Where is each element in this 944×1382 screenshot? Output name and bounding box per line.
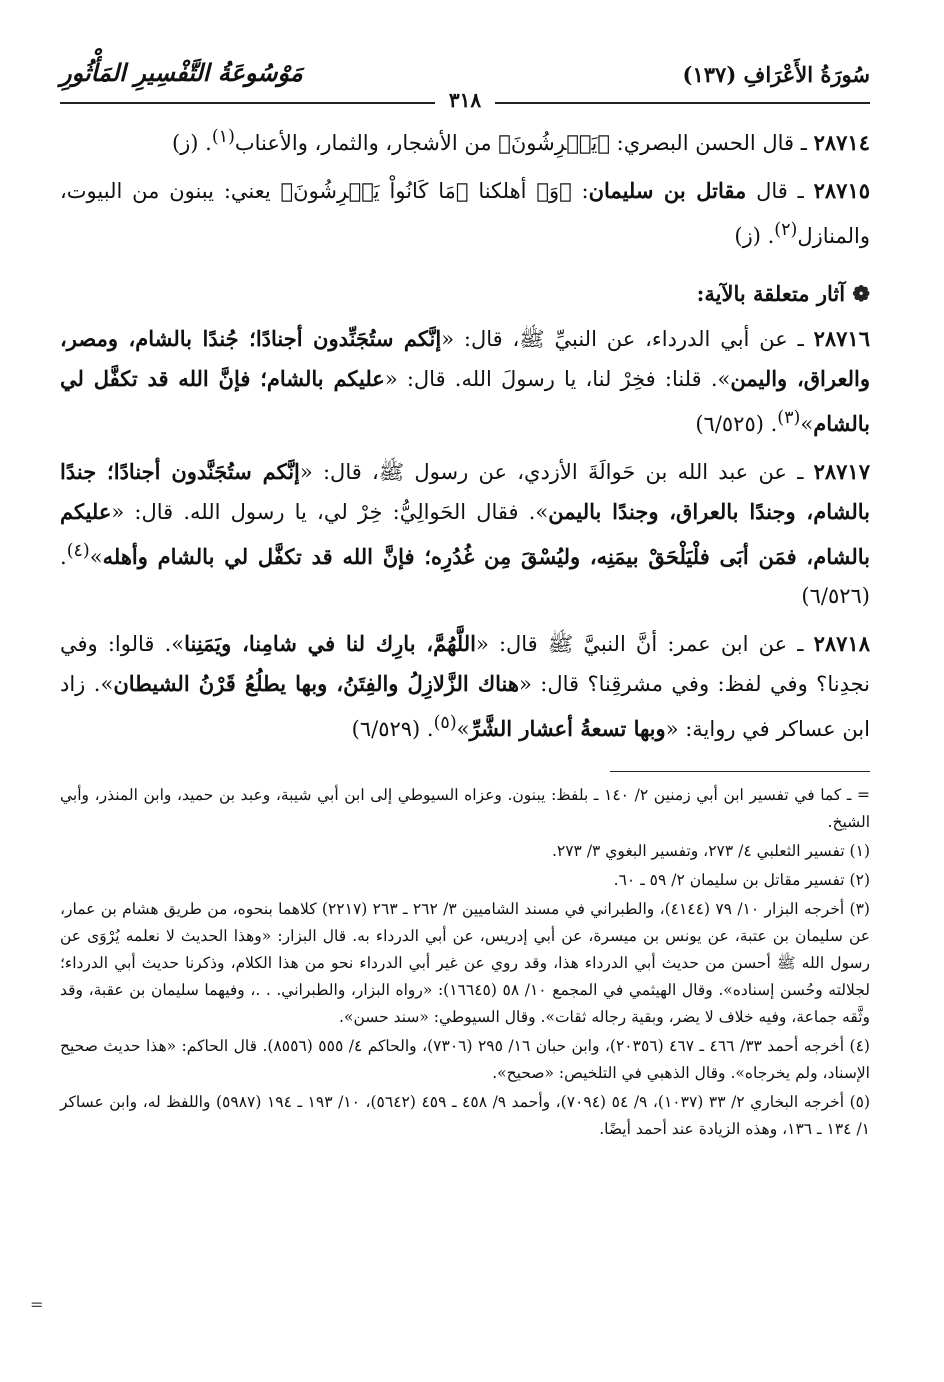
flower-icon: ❁ — [845, 281, 870, 306]
footnote-1: (١) تفسير الثعلبي ٤/ ٢٧٣، وتفسير البغوي ٣/ ٢٧٣. — [551, 842, 870, 860]
athar-28718: ٢٨٧١٨ ـ عن ابن عمر: أنَّ النبيَّ ﷺ قال: «اللَّهُمَّ، بارِك لنا في شامِنا، ويَمَنِنا». قالوا: وفي نجدِنا؟ وفي لفظ: وفي مشرقِنا؟ قال: «هناك الزَّلازِلُ والفِتَنُ، وبها يطلُعُ قَرْنُ الشيطان». زاد ابن عساكر في رواية: «وبها تسعةُ أعشار الشَّرِّ»$^{(٥)}$. (٦/٥٢٩) — [60, 631, 870, 741]
entry-28714: ٢٨٧١٤ ـ قال الحسن البصري: ﴿يَعۡرِشُونَ﴾ من الأشجار، والثمار، والأعناب$^{(١)}$. (ز) — [171, 127, 870, 155]
footnote-3: (٣) أخرجه البزار ١٠/ ٧٩ (٤١٤٤)، والطبراني في مسند الشاميين ٣/ ٢٦٢ ـ ٢٦٣ (٢٢١٧) كلاهما بنحوه، من طريق هشام بن عمار، عن سليمان بن عتبة، عن يونس بن ميسرة، عن أبي إدريس، عن أبي الدرداء به. قال البزار: «وهذا الحديث لا نعلمه يُرْوَى عن رسول الله ﷺ أحسن من حديث أبي الدرداء هذا، وقد روي عن غير أبي الدرداء نحو من هذا الكلام، وذكرنا حديث أبي الدرداء؛ لجلالته وحُسن إسناده». وقال الهيثمي في المجمع ١٠/ ٥٨ (١٦٦٤٥): «رواه البزار، والطبراني. . .، وفيهما سليمان بن عقبة، وقد وثَّقه جماعة، وفيه خلاف لا يضر، وبقية رجاله ثقات». وقال السيوطي: «سند حسن». — [60, 900, 870, 1026]
main-text — [60, 118, 870, 749]
athar-28717: ٢٨٧١٧ ـ عن عبد الله بن حَوالَةَ الأزدي، عن رسول ﷺ، قال: «إنَّكم ستُجَنَّدون أجنادًا؛ جندًا بالشام، وجندًا بالعراق، وجندًا باليمن». فقال الحَوالِيُّ: خِرْ لي، يا رسول الله. قال: «عليكم بالشام، فمَن أبَى فلْيَلْحَقْ بيمَنِه، وليُسْقَ مِن غُدُرِه؛ فإنَّ الله قد تكفَّل لي بالشام وأهله»$^{(٤)}$. (٦/٥٢٦) — [60, 459, 870, 608]
page — [60, 50, 870, 1145]
section-heading: ❁ آثار متعلقة بالآية: — [696, 281, 870, 306]
footnote-4: (٤) أخرجه أحمد ٣٣/ ٤٦٦ ـ ٤٦٧ (٢٠٣٥٦)، وابن حبان ١٦/ ٢٩٥ (٧٣٠٦)، والحاكم ٤/ ٥٥٥ (٨٥٥٦). قال الحاكم: «هذا حديث صحيح الإسناد، ولم يخرجاه». وقال الذهبي في التلخيص: «صحيح». — [60, 1037, 870, 1082]
footnote-2: (٢) تفسير مقاتل بن سليمان ٢/ ٥٩ ـ ٦٠. — [613, 871, 870, 889]
footnote-5: (٥) أخرجه البخاري ٢/ ٣٣ (١٠٣٧)، ٩/ ٥٤ (٧٠٩٤)، وأحمد ٩/ ٤٥٨ ـ ٤٥٩ (٥٦٤٢)، ١٠/ ١٩٣ ـ ١٩٤ (٥٩٨٧) واللفظ له، وابن عساكر ١/ ١٣٤ ـ ١٣٦، وهذه الزيادة عند أحمد أيضًا. — [60, 1093, 871, 1138]
book-title: مَوْسُوعَةُ التَّفْسِيرِ المَأْثُورِ — [60, 58, 303, 87]
footnotes — [60, 782, 870, 1143]
footnote-separator — [610, 771, 870, 772]
footnote-continuation: = ـ كما في تفسير ابن أبي زمنين ٢/ ١٤٠ ـ بلفظ: يبنون. وعزاه السيوطي إلى ابن أبي شيبة، وعبد بن حميد، وابن المنذر، وأبي الشيخ. — [60, 786, 870, 831]
continuation-mark: = — [30, 1295, 44, 1314]
athar-28716: ٢٨٧١٦ ـ عن أبي الدرداء، عن النبيِّ ﷺ، قال: «إنَّكم ستُجَنِّدون أجنادًا؛ جُندًا بالشام، ومصر، والعراق، واليمن». قلنا: فخِرْ لنا، يا رسولَ الله. قال: «عليكم بالشام؛ فإنَّ الله قد تكفَّل لي بالشام»$^{(٣)}$. (٦/٥٢٥) — [60, 326, 870, 436]
page-number: ٣١٨ — [435, 88, 495, 112]
surah-title: سُورَةُ الأَعْرَافِ (١٣٧) — [682, 62, 870, 87]
page-header — [60, 50, 870, 112]
entry-28715: ٢٨٧١٥ ـ قال مقاتل بن سليمان: ﴿وَ﴾ أهلكنا ﴿مَا كَانُواْ يَعۡرِشُونَ﴾ يعني: يبنون من البيوت، والمنازل$^{(٢)}$. (ز) — [60, 178, 871, 248]
